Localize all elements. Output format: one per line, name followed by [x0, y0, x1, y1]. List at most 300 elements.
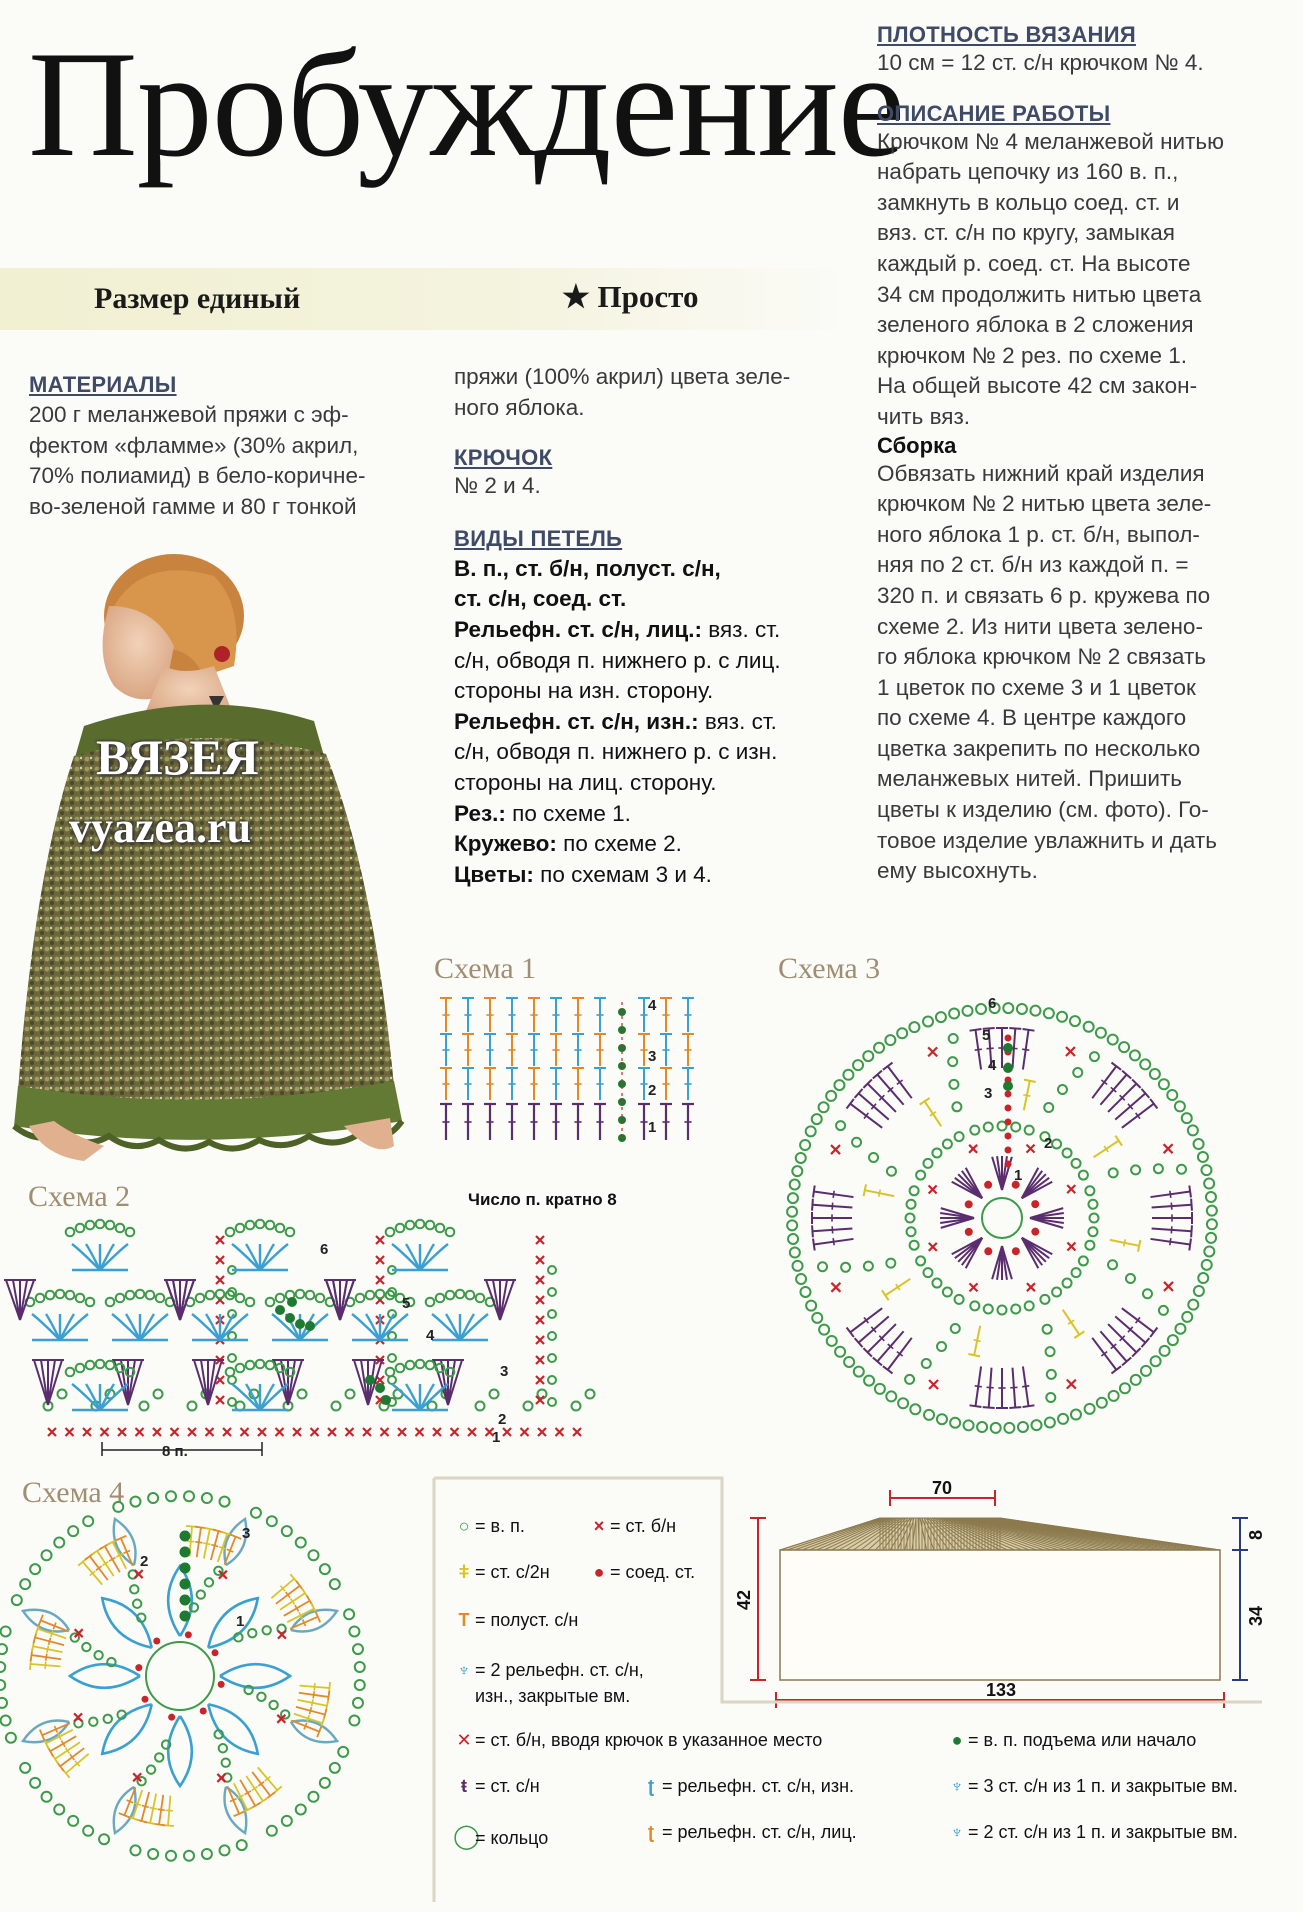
chain-stitch-mark: [349, 1716, 359, 1726]
petal-loop-mark: [224, 1787, 246, 1833]
relief-back-text: вяз. ст.: [698, 708, 777, 734]
chain-stitch-mark: [586, 1390, 595, 1399]
chain-stitch-mark: [236, 1294, 245, 1303]
legend-ch-start-text: = в. п. подъема или начало: [968, 1730, 1197, 1750]
pattern-dim-top-label: 70: [932, 1478, 953, 1498]
dot-stitch-mark: [180, 1531, 191, 1542]
chain-stitch-mark: [267, 1826, 277, 1836]
schema-4-label: Схема 4: [22, 1476, 125, 1509]
chain-stitch-mark: [977, 1422, 987, 1432]
chain-stitch-mark: [835, 1347, 845, 1357]
stitch-fan-mark: [41, 1360, 48, 1405]
stitch-bar-mark: [310, 1707, 312, 1714]
chain-stitch-mark: [338, 1747, 348, 1757]
assembly-line: схеме 2. Из нити цвета зелено-: [877, 613, 1203, 639]
chain-stitch-mark: [346, 1390, 355, 1399]
chain-stitch-mark: [202, 1493, 212, 1503]
chain-stitch-mark: [1198, 1152, 1208, 1162]
schema-3-row-number: 5: [982, 1027, 991, 1044]
work-line: каждый р. соед. ст. На высоте: [877, 250, 1191, 276]
chain-stitch-mark: [146, 1291, 155, 1300]
stitch-bar-mark: [975, 1049, 982, 1050]
chain-stitch-mark: [344, 1609, 354, 1619]
chain-stitch-mark: [188, 1402, 197, 1411]
watermark-url: vyazea.ru: [69, 803, 252, 852]
chain-stitch-mark: [905, 1375, 914, 1384]
stitch-top-mark: [983, 1407, 995, 1408]
chain-stitch-mark: [376, 1290, 385, 1299]
dot-stitch-mark: [180, 1611, 191, 1622]
schema-4-row-number: 1: [236, 1613, 245, 1630]
chain-stitch-mark: [205, 1578, 213, 1586]
legend-dc-text: = ст. с/н: [475, 1776, 540, 1796]
relief-back-text: с/н, обводя п. нижнего р. с изн.: [454, 739, 778, 765]
pattern-dim-left-label: 42: [734, 1589, 754, 1610]
chain-stitch-mark: [950, 1418, 960, 1428]
chain-stitch-mark: [1044, 1103, 1053, 1112]
chain-stitch-mark: [916, 1256, 925, 1265]
legend-ch-start: [946, 1730, 1196, 1751]
chain-stitch-mark: [1047, 1370, 1056, 1379]
dot-stitch-mark: [295, 1319, 305, 1329]
chain-stitch-mark: [1207, 1219, 1217, 1229]
chain-stitch-mark: [548, 1288, 556, 1296]
legend-relief2-b: изн., закрытые вм.: [475, 1686, 631, 1706]
legend-dc: [453, 1776, 540, 1797]
petal-loop-mark: [102, 1704, 151, 1753]
chain-stitch-mark: [366, 1291, 375, 1300]
dot-stitch-mark: [965, 1200, 973, 1208]
stitch-bar-mark: [49, 1638, 51, 1645]
chain-stitch-mark: [524, 1402, 533, 1411]
dot-stitch-mark: [168, 1714, 175, 1721]
chain-stitch-mark: [1085, 1241, 1094, 1250]
stitch-bar-mark: [166, 1810, 173, 1811]
legend-half-text: = полуст. с/н: [475, 1610, 579, 1630]
stitch-bar-mark: [142, 1806, 149, 1808]
stitch-bar-mark: [832, 1226, 833, 1233]
petal-loop-mark: [220, 1664, 290, 1688]
assembly-line: цветы к изделию (см. фото). Го-: [877, 797, 1209, 823]
chain-stitch-mark: [1, 1626, 11, 1636]
stitch-top-mark: [864, 1184, 866, 1196]
size-label: Размер единый: [94, 282, 301, 315]
chain-stitch-mark: [0, 1662, 5, 1672]
chain-stitch-mark: [266, 1361, 275, 1370]
schema-2-row-number: 2: [498, 1411, 507, 1428]
chain-stitch-mark: [1108, 1260, 1117, 1269]
stitch-fan-mark: [34, 1360, 48, 1405]
stitch-bar-mark: [1022, 1386, 1029, 1387]
hook-text: № 2 и 4.: [454, 473, 541, 499]
chain-stitch-mark: [476, 1294, 485, 1303]
assembly-line: крючком № 2 нитью цвета зеле-: [877, 491, 1212, 517]
chain-stitch-mark: [907, 1227, 916, 1236]
chain-stitch-mark: [257, 1693, 265, 1701]
chain-stitch-mark: [282, 1816, 292, 1826]
chain-stitch-mark: [1097, 1398, 1107, 1408]
chain-stitch-mark: [792, 1166, 802, 1176]
chain-stitch-mark: [1141, 1366, 1151, 1376]
sc-place-icon: ✕: [456, 1730, 472, 1750]
materials-line: фектом «фламме» (30% акрил,: [29, 432, 359, 458]
chain-stitch-mark: [984, 1123, 993, 1132]
chain-stitch-mark: [949, 1080, 958, 1089]
chain-stitch-mark: [1206, 1192, 1216, 1202]
dot-stitch-mark: [153, 1637, 160, 1644]
pattern-dim-right-top-label: 8: [1246, 1529, 1266, 1540]
schema-2-stitches: [4, 1220, 595, 1436]
stitch-top-mark: [1138, 1240, 1140, 1252]
dot-stitch-mark: [305, 1321, 315, 1331]
chain-stitch-mark: [1079, 1256, 1088, 1265]
legend-relief-back: [640, 1776, 854, 1797]
chain-stitch-mark: [1031, 1420, 1041, 1430]
chain-stitch-mark: [1084, 1022, 1094, 1032]
chain-stitch-mark: [1088, 1227, 1097, 1236]
stitch-top-mark: [1189, 1186, 1191, 1198]
chain-stitch-mark: [220, 1497, 230, 1507]
chain-stitch-mark: [819, 1325, 829, 1335]
chain-stitch-mark: [246, 1361, 255, 1370]
chain-stitch-mark: [113, 1502, 123, 1512]
chain-stitch-mark: [984, 1304, 993, 1313]
chain-stitch-mark: [396, 1224, 405, 1233]
chain-stitch-mark: [836, 1121, 845, 1130]
chain-stitch-mark: [353, 1698, 363, 1708]
shell-stitch-mark: [392, 1384, 420, 1410]
stitch-line: В. п., ст. б/н, полуст. с/н,: [454, 555, 721, 581]
chain-stitch-mark: [76, 1224, 85, 1233]
shell-stitch-mark: [260, 1244, 288, 1270]
schema-2-row-number: 1: [492, 1429, 501, 1446]
chain-stitch-mark: [490, 1390, 499, 1399]
materials-line: пряжи (100% акрил) цвета зеле-: [454, 364, 791, 389]
shell-stitch-mark: [100, 1244, 128, 1270]
stitch-bar-mark: [833, 1191, 834, 1198]
chain-stitch-mark: [68, 1816, 78, 1826]
chain-stitch-mark: [932, 1279, 941, 1288]
chain-stitch-mark: [256, 1220, 265, 1229]
middle-column: [454, 362, 844, 890]
chain-stitch-mark: [937, 1342, 946, 1351]
chain-stitch-mark: [970, 1301, 979, 1310]
chain-stitch-mark: [936, 1012, 946, 1022]
chain-stitch-mark: [1202, 1260, 1212, 1270]
chain-stitch-mark: [1168, 1335, 1178, 1345]
dot-stitch-mark: [287, 1297, 297, 1307]
chain-stitch-mark: [788, 1193, 798, 1203]
relief-back-label: Рельефн. ст. с/н, изн.:: [454, 708, 699, 734]
legend-relief-face-text: = рельефн. ст. с/н, лиц.: [662, 1822, 857, 1842]
chain-stitch-mark: [951, 1324, 960, 1333]
chain-stitch-mark: [236, 1224, 245, 1233]
stitch-top-mark: [812, 1199, 813, 1211]
assembly-line: меланжевых нитей. Пришить: [877, 766, 1183, 792]
stitch-fan-mark: [6, 1280, 20, 1320]
stitch-bar-mark: [832, 1203, 833, 1210]
chain-stitch-mark: [248, 1629, 256, 1637]
chain-stitch-mark: [256, 1360, 265, 1369]
chain-stitch-mark: [841, 1263, 850, 1272]
chain-stitch-mark: [923, 1159, 932, 1168]
materials-line: ного яблока.: [454, 394, 585, 420]
chain-stitch-mark: [42, 1550, 52, 1560]
chain-stitch-mark: [436, 1294, 445, 1303]
chain-stitch-mark: [66, 1368, 75, 1377]
chain-stitch-mark: [349, 1626, 359, 1636]
chain-stitch-mark: [548, 1332, 556, 1340]
chain-stitch-mark: [998, 1306, 1007, 1315]
dot-stitch-mark: [984, 1247, 992, 1255]
rib-label: Рез.:: [454, 800, 506, 826]
dot-stitch-mark: [1005, 1119, 1012, 1126]
chain-stitch-mark: [116, 1294, 125, 1303]
stitch-top-mark: [1189, 1239, 1191, 1251]
chain-stitch-mark: [1030, 1006, 1040, 1016]
chain-stitch-mark: [864, 1376, 874, 1386]
chain-stitch-mark: [1043, 1325, 1052, 1334]
chain-stitch-mark: [1131, 1165, 1140, 1174]
chain-stitch-mark: [1025, 1126, 1034, 1135]
chain-stitch-mark: [844, 1357, 854, 1367]
stitch-fan-mark: [20, 1280, 34, 1320]
shell-stitch-mark: [352, 1314, 380, 1340]
chain-stitch-mark: [58, 1390, 67, 1399]
chain-stitch-mark: [1003, 1003, 1013, 1013]
stitch-top-mark: [1115, 1136, 1122, 1146]
petal-loop-mark: [168, 1716, 192, 1786]
schema-3-row-number: 2: [1044, 1135, 1053, 1152]
stitch-top-mark: [1111, 1366, 1121, 1373]
legend-hdc-text: = ст. с/2н: [475, 1562, 550, 1582]
chain-stitch-mark: [796, 1274, 806, 1284]
schema-3-stitches: [787, 1003, 1217, 1433]
chain-stitch-mark: [1201, 1165, 1211, 1175]
dot-stitch-mark: [375, 1383, 385, 1393]
chain-stitch-mark: [1090, 1052, 1099, 1061]
legend-ring-text: = кольцо: [475, 1828, 549, 1848]
chain-stitch-mark: [96, 1220, 105, 1229]
chain-stitch-mark: [923, 1016, 933, 1026]
stitch-top-mark: [1150, 1327, 1157, 1337]
flowers-text: по схемам 3 и 4.: [533, 861, 712, 887]
chain-stitch-mark: [1017, 1004, 1027, 1014]
chain-stitch-mark: [126, 1291, 135, 1300]
chain-stitch-mark: [1143, 1289, 1152, 1298]
chain-stitch-mark: [1194, 1139, 1204, 1149]
assembly-line: 320 п. и связать 6 р. кружева по: [877, 582, 1211, 608]
shell-stitch-mark: [100, 1384, 128, 1410]
chain-stitch-mark: [388, 1354, 396, 1362]
chain-stitch-mark: [1085, 1404, 1095, 1414]
stitch-bar-mark: [879, 1190, 880, 1197]
chain-stitch-mark: [406, 1361, 415, 1370]
schema-4-stitches: [0, 1491, 365, 1861]
chain-stitch-mark: [1108, 1035, 1118, 1045]
chain-stitch-mark: [236, 1364, 245, 1373]
chain-stitch-mark: [86, 1298, 95, 1307]
stitch-bar-mark: [1171, 1203, 1172, 1210]
chain-stitch-mark: [466, 1291, 475, 1300]
shell-stitch-mark: [140, 1314, 168, 1340]
chain-stitch-mark: [68, 1526, 78, 1536]
relief-face-label: Рельефн. ст. с/н, лиц.:: [454, 616, 702, 642]
chain-stitch-mark: [86, 1361, 95, 1370]
stitch-fan-mark: [208, 1360, 222, 1405]
chain-stitch-mark: [30, 1564, 40, 1574]
materials-section: [29, 372, 419, 522]
chain-icon: ○: [458, 1516, 470, 1536]
schema-2-note: Число п. кратно 8: [468, 1190, 617, 1209]
relief-cluster-icon: ♆: [457, 1660, 471, 1680]
chain-stitch-mark: [226, 1368, 235, 1377]
shell-stitch-mark: [460, 1314, 488, 1340]
dot-stitch-mark: [1005, 1105, 1012, 1112]
chain-stitch-mark: [166, 1851, 176, 1861]
chain-stitch-mark: [976, 1004, 986, 1014]
chain-stitch-mark: [1159, 1079, 1169, 1089]
assembly-line: 1 цветок по схеме 3 и 1 цветок: [877, 674, 1196, 700]
chain-stitch-mark: [1204, 1246, 1214, 1256]
schema-4-row-number: 3: [242, 1525, 251, 1542]
chain-stitch-mark: [1206, 1233, 1216, 1243]
chain-stitch-mark: [818, 1262, 827, 1271]
shell-stitch-mark: [192, 1314, 220, 1340]
sc-icon: ×: [593, 1516, 605, 1536]
work-line: зеленого яблока в 2 сложения: [877, 312, 1194, 338]
relief-face-icon: ʈ: [648, 1822, 654, 1842]
dot-stitch-mark: [180, 1595, 191, 1606]
chain-stitch-mark: [1167, 1090, 1177, 1100]
stitch-bar-mark: [313, 1691, 314, 1698]
chain-stitch-mark: [130, 1585, 138, 1593]
chain-stitch-mark: [1151, 1356, 1161, 1366]
chain-stitch-mark: [1204, 1179, 1214, 1189]
chain-stitch-mark: [898, 1398, 908, 1408]
chain-stitch-mark: [955, 1295, 964, 1304]
chain-stitch-mark: [964, 1420, 974, 1430]
stitch-top-mark: [882, 1290, 889, 1300]
work-line: На общей высоте 42 см закон-: [877, 373, 1198, 399]
legend-sc: [588, 1516, 676, 1537]
chain-stitch-mark: [216, 1290, 225, 1299]
chain-stitch-mark: [1011, 1304, 1020, 1313]
chain-stitch-mark: [949, 1009, 959, 1019]
chain-stitch-mark: [56, 1290, 65, 1299]
chain-stitch-mark: [126, 1228, 135, 1237]
chain-stitch-mark: [1198, 1273, 1208, 1283]
chain-stitch-mark: [148, 1493, 158, 1503]
chain-stitch-mark: [219, 1744, 227, 1752]
stitch-top-mark: [813, 1239, 815, 1251]
chain-stitch-mark: [864, 1262, 873, 1271]
stitch-top-mark: [968, 1354, 980, 1356]
ring-icon: ◯: [453, 1823, 480, 1850]
chain-stitch-mark: [146, 1642, 214, 1710]
stitch-fan-mark: [448, 1360, 455, 1405]
stitch-bar-mark: [187, 1541, 194, 1542]
chain-stitch-mark: [548, 1310, 556, 1318]
chain-stitch-mark: [154, 1390, 163, 1399]
rib-text: по схеме 1.: [505, 800, 631, 826]
work-line: крючком № 2 рез. по схеме 1.: [877, 342, 1188, 368]
chain-stitch-mark: [1109, 1391, 1119, 1401]
dot-stitch-mark: [1005, 1147, 1012, 1154]
shell-stitch-mark: [392, 1244, 420, 1270]
chain-stitch-mark: [906, 1214, 915, 1223]
chain-stitch-mark: [1011, 1123, 1020, 1132]
chain-stitch-mark: [796, 1153, 806, 1163]
chain-stitch-mark: [406, 1221, 415, 1230]
chain-stitch-mark: [843, 1070, 853, 1080]
legend-sc-place-text: = ст. б/н, вводя крючок в указанное место: [475, 1730, 823, 1750]
chain-stitch-mark: [1090, 1214, 1099, 1223]
chain-stitch-mark: [788, 1234, 798, 1244]
chain-stitch-mark: [0, 1644, 7, 1654]
legend-relief2: [453, 1660, 644, 1681]
schema-2-repeat: 8 п.: [162, 1443, 188, 1460]
dot-stitch-mark: [1005, 1161, 1012, 1168]
petal-loop-mark: [70, 1664, 140, 1688]
difficulty-label: ★ Просто: [562, 279, 699, 314]
chain-stitch-mark: [330, 1763, 340, 1773]
stitch-fan-mark: [180, 1280, 194, 1320]
schema-2-row-number: 4: [426, 1327, 435, 1344]
schema-3-row-number: 6: [988, 995, 997, 1012]
shell-stitch-mark: [420, 1244, 448, 1270]
chain-stitch-mark: [251, 1508, 261, 1518]
materials-line: во-зеленой гамме и 80 г тонкой: [29, 493, 357, 519]
chain-stitch-mark: [106, 1361, 115, 1370]
chain-stitch-mark: [982, 1198, 1022, 1238]
chain-stitch-mark: [140, 1402, 149, 1411]
start-chain-icon: ●: [951, 1730, 963, 1750]
chain-stitch-mark: [907, 1200, 916, 1209]
chain-stitch-mark: [206, 1291, 215, 1300]
schema-1-chart: [432, 988, 772, 1148]
dot-stitch-mark: [200, 1708, 207, 1715]
chain-stitch-mark: [6, 1733, 16, 1743]
chain-stitch-mark: [320, 1778, 330, 1788]
stitch-fan-mark: [128, 1360, 135, 1405]
slip-stitch-icon: ●: [593, 1562, 605, 1582]
chain-stitch-mark: [54, 1804, 64, 1814]
chain-stitch-mark: [46, 1291, 55, 1300]
legend-hdc: [453, 1562, 550, 1583]
chain-stitch-mark: [296, 1538, 306, 1548]
dot-stitch-mark: [1003, 1063, 1013, 1073]
chain-stitch-mark: [923, 1268, 932, 1277]
chain-stitch-mark: [196, 1294, 205, 1303]
legend-sc-place: [453, 1730, 822, 1751]
legend-relief-back-text: = рельефн. ст. с/н, изн.: [662, 1776, 855, 1796]
assembly-line: ему высохнуть.: [877, 858, 1038, 884]
chain-stitch-mark: [572, 1402, 581, 1411]
chain-stitch-mark: [426, 1221, 435, 1230]
chain-stitch-mark: [94, 1651, 102, 1659]
chain-stitch-mark: [476, 1402, 485, 1411]
chain-stitch-mark: [148, 1849, 158, 1859]
chain-stitch-mark: [548, 1398, 556, 1406]
chain-stitch-mark: [276, 1294, 285, 1303]
schema-4-row-number: 2: [140, 1553, 149, 1570]
chain-stitch-mark: [1058, 1414, 1068, 1424]
stitch-bar-mark: [987, 1048, 994, 1049]
stitch-fan-mark: [326, 1280, 340, 1320]
work-line: 34 см продолжить нитью цвета: [877, 281, 1202, 307]
chain-stitch-mark: [353, 1644, 363, 1654]
